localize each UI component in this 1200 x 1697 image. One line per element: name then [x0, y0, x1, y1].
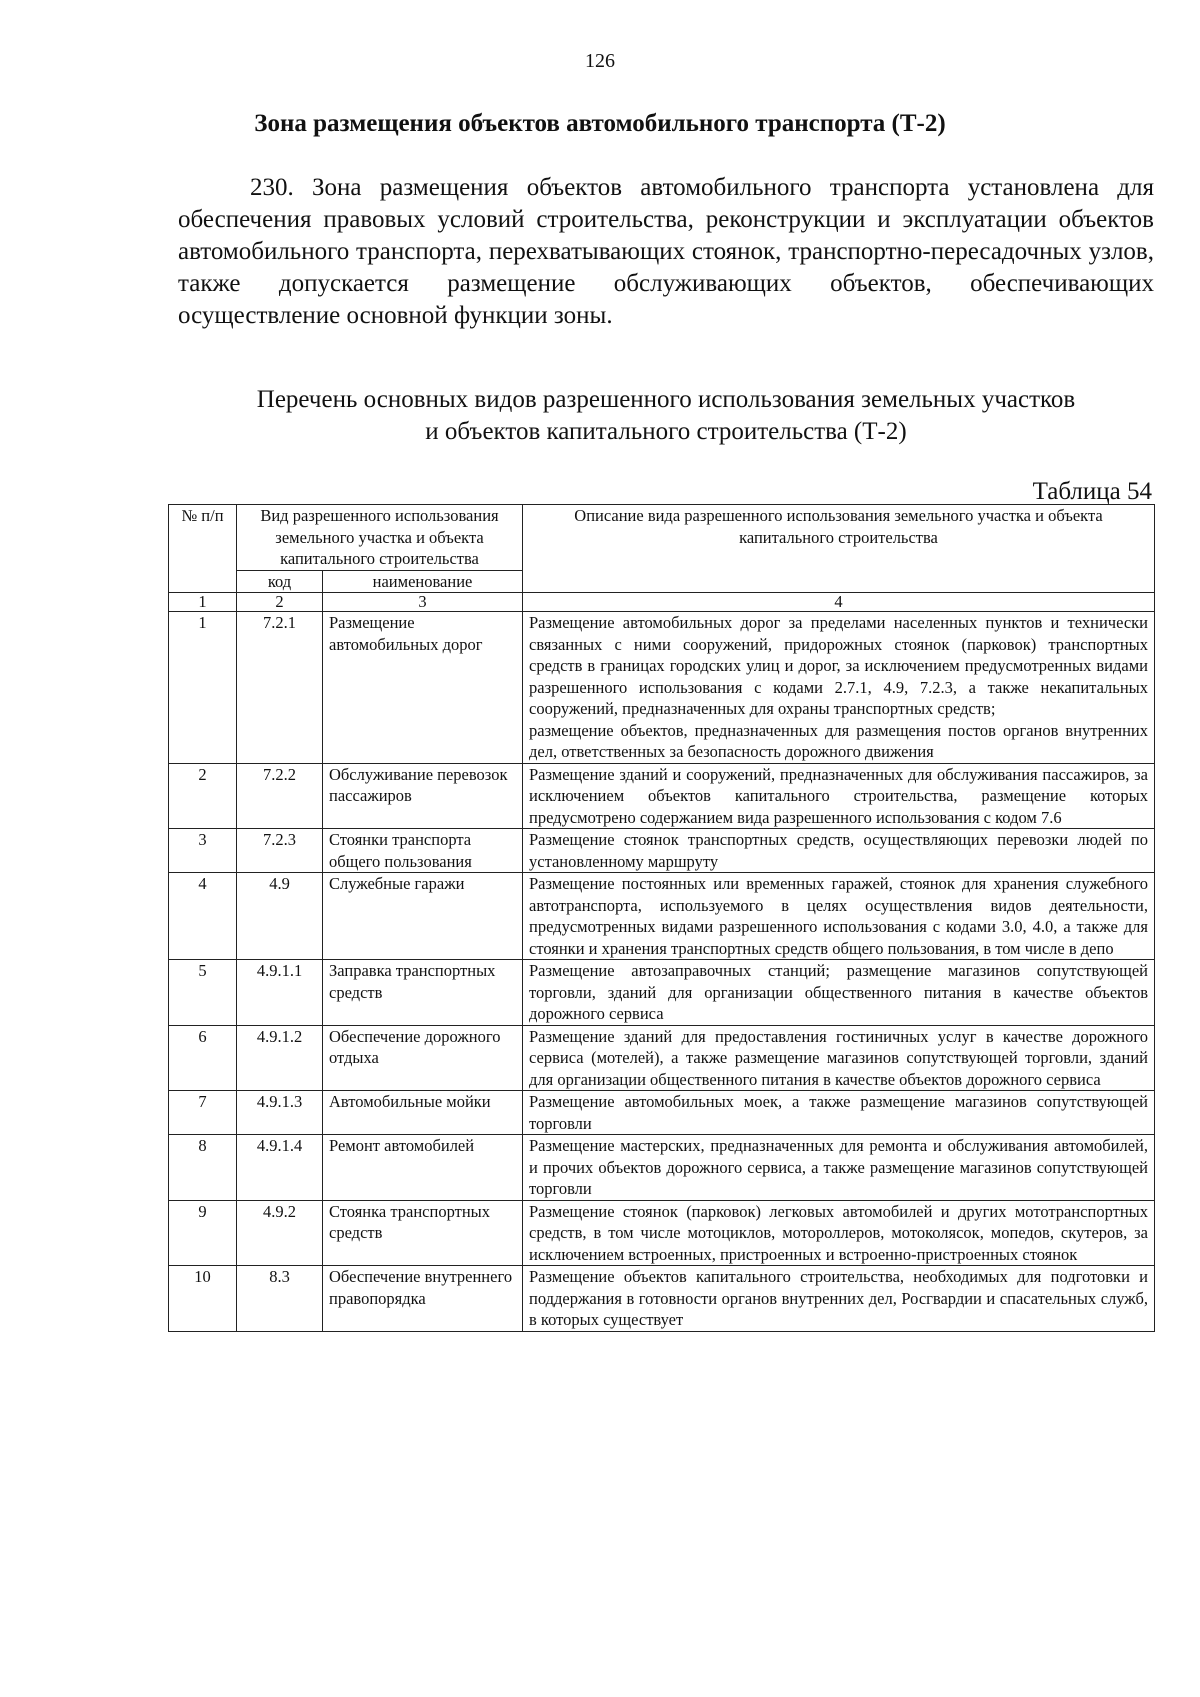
row-number: 3: [169, 829, 237, 873]
row-description: [523, 873, 1155, 960]
table-row: [169, 1025, 1155, 1091]
row-description-text: размещение объектов, предназначенных для размещения постов органов внутренних дел, ответственных за безопасность дорожного движения: [529, 720, 1148, 761]
row-description-text: Размещение автомобильных моек, а также размещение магазинов сопутствующей торговли: [529, 1092, 1148, 1133]
row-name: Обеспечение дорожного отдыха: [323, 1025, 523, 1091]
paragraph-230: 230. Зона размещения объектов автомобильного транспорта установлена для обеспечения правовых условий строительства, реконструкции и эксплуатации объектов автомобильного транспорта, перехватывающих стоянок, транспортно-пересадочных узлов, также допускается размещение обслуживающих объектов, обеспечивающих осуществление основной функции зоны.: [178, 174, 1154, 329]
table-caption-line-1: Перечень основных видов разрешенного использования земельных участков: [256, 386, 1076, 413]
column-index: 2: [237, 593, 323, 612]
row-description-text: Размещение автозаправочных станций; размещение магазинов сопутствующей торговли, зданий для организации общественного питания в качестве объектов дорожного сервиса: [529, 961, 1148, 1023]
table-row: [169, 763, 1155, 829]
row-description: [523, 1135, 1155, 1201]
row-description-text: Размещение стоянок (парковок) легковых автомобилей и других мототранспортных средств, в том числе мотоциклов, мотороллеров, мотоколясок, мопедов, скутеров, за исключением встроенных, пристроенных и встроенно-пристроенных стоянок: [529, 1201, 1148, 1264]
header-name: наименование: [323, 570, 523, 593]
table-body: [169, 612, 1155, 1332]
row-code: 4.9.1.1: [237, 960, 323, 1026]
section-heading: Зона размещения объектов автомобильного транспорта (Т-2): [254, 110, 946, 137]
table-row: [169, 1200, 1155, 1266]
table-caption-line-2: и объектов капитального строительства (Т-2): [425, 418, 907, 445]
row-description-text: Размещение объектов капитального строительства, необходимых для подготовки и поддержания в готовности органов внутренних дел, Росгвардии и спасательных служб, в которых существует: [529, 1267, 1148, 1329]
header-code: код: [237, 570, 323, 593]
table-row: [169, 612, 1155, 764]
row-description: [523, 763, 1155, 829]
row-code: 4.9.2: [237, 1200, 323, 1266]
row-name: Ремонт автомобилей: [323, 1135, 523, 1201]
row-description: [523, 960, 1155, 1026]
row-number: 6: [169, 1025, 237, 1091]
row-number: 10: [169, 1266, 237, 1332]
row-code: 4.9.1.2: [237, 1025, 323, 1091]
row-number: 2: [169, 763, 237, 829]
table-caption: [178, 384, 1154, 448]
row-description: [523, 829, 1155, 873]
table-header-row: [169, 505, 1155, 571]
row-description: [523, 1025, 1155, 1091]
permitted-use-table: [168, 504, 1155, 1332]
row-code: 8.3: [237, 1266, 323, 1332]
row-code: 4.9.1.4: [237, 1135, 323, 1201]
row-number: 5: [169, 960, 237, 1026]
row-name: Обеспечение внутреннего правопорядка: [323, 1266, 523, 1332]
row-description-text: Размещение зданий для предоставления гостиничных услуг в качестве дорожного сервиса (мотелей), а также размещение магазинов сопутствующей торговли, зданий для организации общественного питания в качестве объектов дорожного сервиса: [529, 1026, 1148, 1089]
row-code: 7.2.2: [237, 763, 323, 829]
row-code: 7.2.3: [237, 829, 323, 873]
row-description-text: Размещение зданий и сооружений, предназначенных для обслуживания пассажиров, за исключением объектов капитального строительства, размещение которых предусмотрено содержанием вида разрешенного использования с кодом 7.6: [529, 764, 1148, 827]
table-row: [169, 1091, 1155, 1135]
table-row: [169, 829, 1155, 873]
table-row: [169, 960, 1155, 1026]
row-description: [523, 1091, 1155, 1135]
header-kind: Вид разрешенного использования земельного участка и объекта капитального строительства: [237, 505, 523, 571]
row-name: Обслуживание перевозок пассажиров: [323, 763, 523, 829]
row-description: [523, 1266, 1155, 1332]
column-index: 1: [169, 593, 237, 612]
table-row: [169, 873, 1155, 960]
column-index-row: [169, 593, 1155, 612]
row-code: 7.2.1: [237, 612, 323, 764]
row-description: [523, 612, 1155, 764]
row-number: 1: [169, 612, 237, 764]
page-number: 126: [585, 50, 615, 72]
table-row: [169, 1266, 1155, 1332]
row-code: 4.9: [237, 873, 323, 960]
row-number: 4: [169, 873, 237, 960]
row-name: Стоянки транспорта общего пользования: [323, 829, 523, 873]
row-code: 4.9.1.3: [237, 1091, 323, 1135]
row-description-text: Размещение мастерских, предназначенных для ремонта и обслуживания автомобилей, и прочих объектов дорожного сервиса, а также размещение магазинов сопутствующей торговли: [529, 1136, 1148, 1198]
header-num: № п/п: [169, 505, 237, 593]
column-index: 4: [523, 593, 1155, 612]
row-number: 8: [169, 1135, 237, 1201]
row-description-text: Размещение автомобильных дорог за пределами населенных пунктов и технически связанных с ними сооружений, придорожных стоянок (парковок) транспортных средств в границах городских улиц и дорог, за исключением предусмотренных видами разрешенного использования с кодами 2.7.1, 4.9, 7.2.3, а также некапитальных сооружений, предназначенных для охраны транспортных средств;: [529, 613, 1148, 718]
table-number-label: Таблица 54: [1032, 478, 1152, 505]
row-name: Стоянка транспортных средств: [323, 1200, 523, 1266]
column-index: 3: [323, 593, 523, 612]
row-number: 9: [169, 1200, 237, 1266]
row-name: Заправка транспортных средств: [323, 960, 523, 1026]
row-name: Размещение автомобильных дорог: [323, 612, 523, 764]
row-description-text: Размещение стоянок транспортных средств, осуществляющих перевозки людей по установленному маршруту: [529, 830, 1148, 871]
row-number: 7: [169, 1091, 237, 1135]
header-desc: Описание вида разрешенного использования земельного участка и объекта капитального строительства: [523, 505, 1155, 593]
table-row: [169, 1135, 1155, 1201]
row-description: [523, 1200, 1155, 1266]
row-name: Автомобильные мойки: [323, 1091, 523, 1135]
row-description-text: Размещение постоянных или временных гаражей, стоянок для хранения служебного автотранспорта, используемого в целях осуществления видов деятельности, предусмотренных видами разрешенного использования с кодами 3.0, 4.0, а также для стоянки и хранения транспортных средств общего пользования, в том числе в депо: [529, 874, 1148, 958]
row-name: Служебные гаражи: [323, 873, 523, 960]
